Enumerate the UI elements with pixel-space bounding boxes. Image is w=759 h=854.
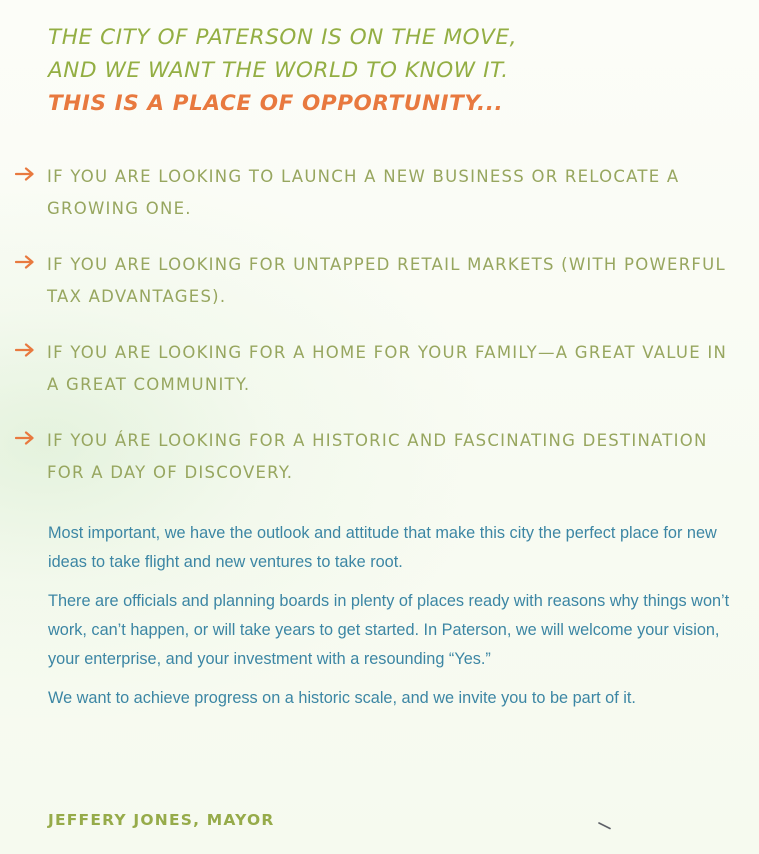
list-item bbox=[15, 337, 737, 425]
arrow-icon bbox=[15, 255, 35, 269]
opportunity-list bbox=[15, 161, 737, 513]
body-copy bbox=[48, 519, 738, 723]
list-item bbox=[15, 425, 737, 513]
headline bbox=[48, 21, 517, 120]
list-item-text: IF YOU ARE LOOKING TO LAUNCH A NEW BUSINESS OR RELOCATE A GROWING ONE. bbox=[47, 167, 680, 218]
mayor-signature: JEFFERY JONES, MAYOR bbox=[48, 811, 275, 829]
arrow-icon bbox=[15, 167, 35, 181]
list-item-text: IF YOU ARE LOOKING FOR A HOME FOR YOUR FAMILY—A GREAT VALUE IN A GREAT COMMUNITY. bbox=[47, 343, 728, 394]
headline-line-2: AND WE WANT THE WORLD TO KNOW IT. bbox=[48, 58, 509, 83]
print-speck-mark bbox=[598, 822, 612, 830]
body-paragraph-2: There are officials and planning boards in plenty of places ready with reasons why things won’t work, can’t happen, or will take years to get started. In Paterson, we will welcome your vision, your enterprise, and your investment with a resounding “Yes.” bbox=[48, 592, 730, 668]
list-item-text: IF YOU ÁRE LOOKING FOR A HISTORIC AND FASCINATING DESTINATION FOR A DAY OF DISCOVERY. bbox=[47, 431, 708, 482]
list-item bbox=[15, 249, 737, 337]
body-paragraph-3: We want to achieve progress on a historic scale, and we invite you to be part of it. bbox=[48, 689, 636, 707]
list-item-text: IF YOU ARE LOOKING FOR UNTAPPED RETAIL MARKETS (WITH POWERFUL TAX ADVANTAGES). bbox=[47, 255, 726, 306]
headline-tagline: THIS IS A PLACE OF OPPORTUNITY... bbox=[48, 91, 504, 116]
arrow-icon bbox=[15, 431, 35, 445]
body-paragraph-1: Most important, we have the outlook and attitude that make this city the perfect place for new ideas to take flight and new ventures to take root. bbox=[48, 524, 717, 571]
list-item bbox=[15, 161, 737, 249]
arrow-icon bbox=[15, 343, 35, 357]
headline-line-1: THE CITY OF PATERSON IS ON THE MOVE, bbox=[48, 25, 518, 50]
